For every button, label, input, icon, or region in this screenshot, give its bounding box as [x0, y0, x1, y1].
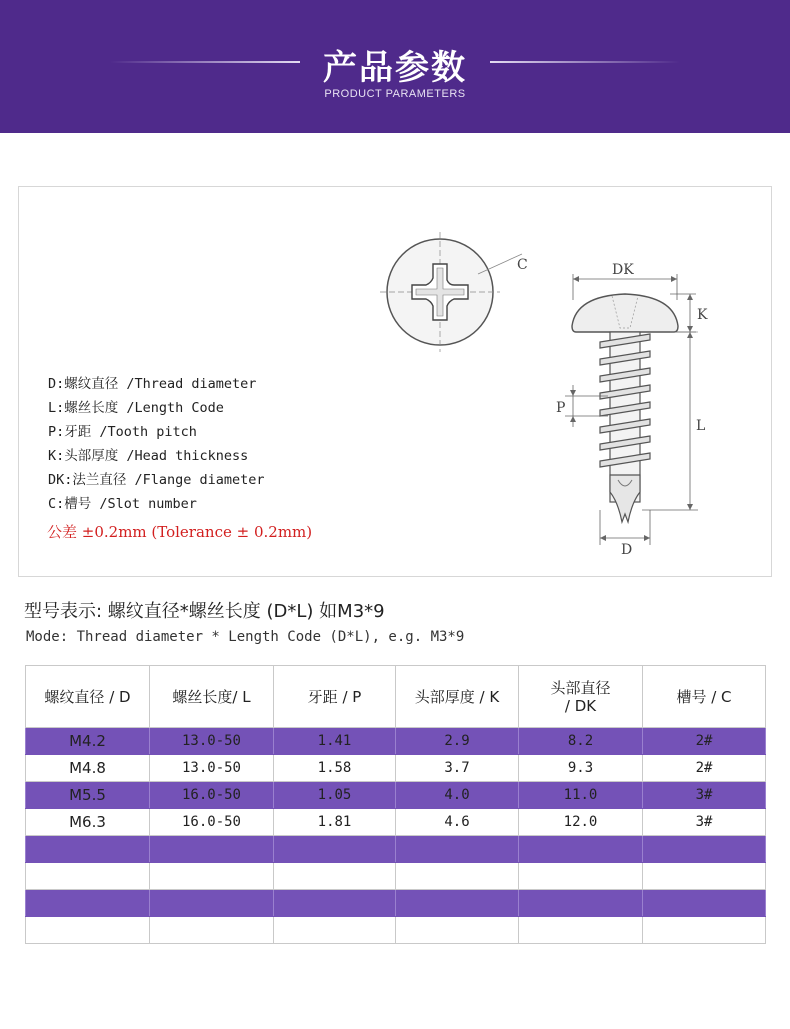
- table-cell: [26, 917, 150, 944]
- label-c: C: [517, 257, 528, 273]
- table-cell: 16.0-50: [150, 782, 274, 809]
- legend-item-l: L:螺丝长度 /Length Code: [48, 400, 224, 416]
- table-header-cell: 螺纹直径 / D: [26, 666, 150, 728]
- table-cell: [396, 917, 519, 944]
- legend-item-c: C:槽号 /Slot number: [48, 496, 197, 512]
- table-cell: 4.0: [396, 782, 519, 809]
- table-cell: 1.05: [274, 782, 396, 809]
- table-cell: M6.3: [26, 809, 150, 836]
- table-row: [26, 782, 766, 809]
- table-header-cell: 槽号 / C: [643, 666, 766, 728]
- table-cell: 12.0: [519, 809, 643, 836]
- header-banner: [0, 0, 790, 133]
- table-cell: 16.0-50: [150, 809, 274, 836]
- head-top-view: [380, 232, 522, 352]
- table-cell: 1.41: [274, 728, 396, 755]
- table-cell: [150, 890, 274, 917]
- legend-item-k: K:头部厚度 /Head thickness: [48, 448, 249, 464]
- table-cell: [519, 890, 643, 917]
- table-cell: [643, 890, 766, 917]
- table-cell: M4.8: [26, 755, 150, 782]
- label-dk: DK: [612, 262, 634, 278]
- table-cell: [150, 836, 274, 863]
- label-l: L: [696, 418, 706, 434]
- header-divider-right: [490, 61, 680, 63]
- table-cell: [396, 863, 519, 890]
- label-k: K: [697, 307, 708, 323]
- table-cell: M4.2: [26, 728, 150, 755]
- table-cell: 1.58: [274, 755, 396, 782]
- table-cell: 1.81: [274, 809, 396, 836]
- table-cell: [643, 836, 766, 863]
- table-header-cell: 螺丝长度/ L: [150, 666, 274, 728]
- screw-side-view: [565, 274, 698, 545]
- table-row: [26, 890, 766, 917]
- table-cell: [274, 836, 396, 863]
- table-cell: M5.5: [26, 782, 150, 809]
- table-cell: 9.3: [519, 755, 643, 782]
- table-cell: [26, 890, 150, 917]
- table-cell: 11.0: [519, 782, 643, 809]
- table-cell: [643, 917, 766, 944]
- table-cell: [274, 917, 396, 944]
- label-d: D: [621, 542, 633, 558]
- table-cell: [274, 863, 396, 890]
- table-cell: 3#: [643, 782, 766, 809]
- table-cell: [26, 863, 150, 890]
- page-title: 产品参数: [323, 48, 467, 88]
- table-cell: 3#: [643, 809, 766, 836]
- legend-item-dk: DK:法兰直径 /Flange diameter: [48, 472, 265, 488]
- table-cell: 13.0-50: [150, 755, 274, 782]
- table-cell: 2.9: [396, 728, 519, 755]
- table-cell: [396, 890, 519, 917]
- table-cell: [150, 863, 274, 890]
- model-format-en: Mode: Thread diameter * Length Code (D*L), e.g. M3*9: [26, 629, 465, 645]
- table-cell: [150, 917, 274, 944]
- table-cell: [643, 863, 766, 890]
- table-header-cell: 头部直径 / DK: [519, 666, 643, 728]
- table-cell: 13.0-50: [150, 728, 274, 755]
- table-header-cell: 头部厚度 / K: [396, 666, 519, 728]
- page-subtitle: PRODUCT PARAMETERS: [324, 88, 466, 100]
- tolerance-note: 公差 ±0.2mm (Tolerance ± 0.2mm): [47, 523, 313, 541]
- table-row: [26, 863, 766, 890]
- table-cell: [396, 836, 519, 863]
- table-row: [26, 836, 766, 863]
- model-format-cn: 型号表示: 螺纹直径*螺丝长度 (D*L) 如M3*9: [24, 601, 385, 622]
- table-header-cell: 牙距 / P: [274, 666, 396, 728]
- table-row: [26, 755, 766, 782]
- table-cell: 3.7: [396, 755, 519, 782]
- table-row: [26, 917, 766, 944]
- table-row: [26, 728, 766, 755]
- legend-item-p: P:牙距 /Tooth pitch: [48, 424, 197, 440]
- table-cell: 2#: [643, 755, 766, 782]
- table-cell: [274, 890, 396, 917]
- table-cell: [519, 917, 643, 944]
- table-cell: 2#: [643, 728, 766, 755]
- table-row: [26, 809, 766, 836]
- table-cell: 8.2: [519, 728, 643, 755]
- legend-item-d: D:螺纹直径 /Thread diameter: [48, 376, 257, 392]
- parameter-legend: [48, 372, 265, 516]
- table-cell: [519, 836, 643, 863]
- spec-table: [25, 665, 766, 944]
- label-p: P: [556, 400, 566, 416]
- screw-diagram: [380, 230, 720, 560]
- table-cell: [26, 836, 150, 863]
- table-cell: [519, 863, 643, 890]
- table-body: [26, 728, 766, 944]
- table-cell: 4.6: [396, 809, 519, 836]
- table-header-row: [26, 666, 766, 728]
